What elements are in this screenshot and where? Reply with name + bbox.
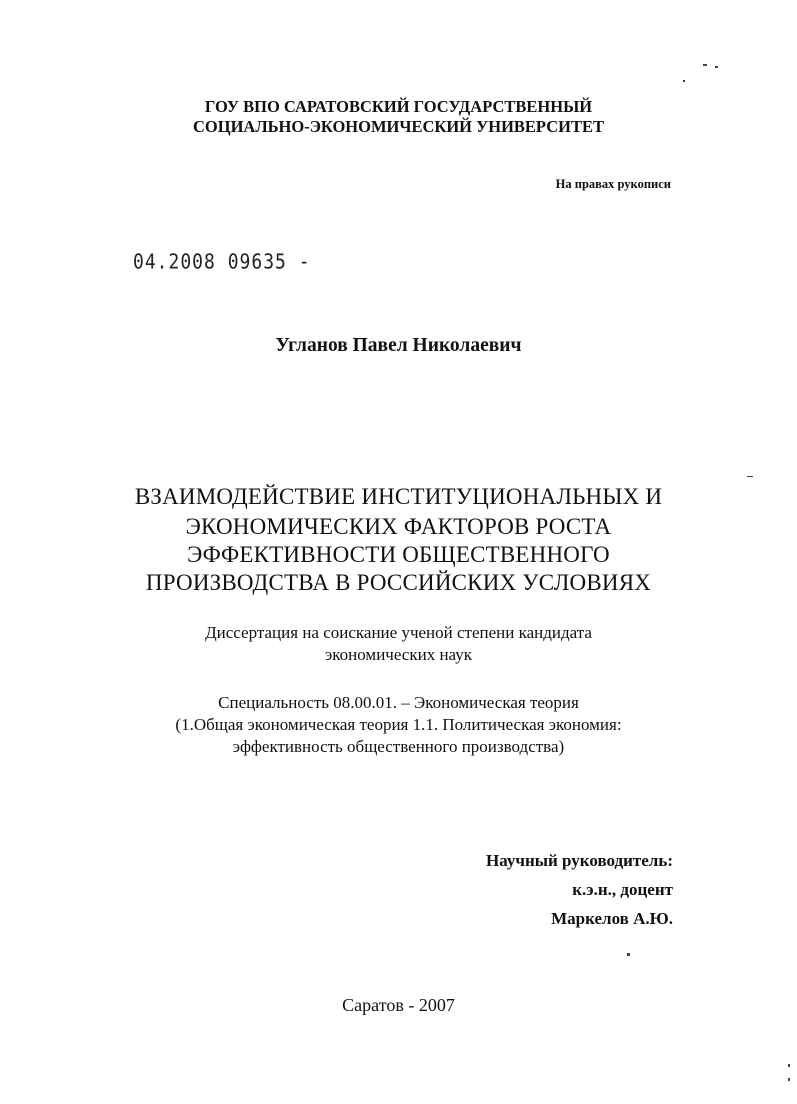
title-line-4: ПРОИЗВОДСТВА В РОССИЙСКИХ УСЛОВИЯХ: [145, 570, 652, 595]
title-line-1: ВЗАИМОДЕЙСТВИЕ ИНСТИТУЦИОНАЛЬНЫХ И: [134, 484, 663, 509]
scan-speck: [627, 953, 630, 956]
catalog-stamp: [133, 250, 311, 274]
title-line-2: ЭКОНОМИЧЕСКИХ ФАКТОРОВ РОСТА: [185, 514, 612, 539]
scan-speck: [788, 1078, 790, 1081]
city-year: Саратов - 2007: [342, 995, 455, 1015]
supervisor-label: Научный руководитель:: [486, 851, 673, 870]
scan-speck: [715, 66, 718, 68]
stamp-dash: -: [286, 250, 311, 275]
dissertation-degree-line-1: Диссертация на соискание ученой степени кандидата: [205, 623, 592, 642]
specialty-line-1: Специальность 08.00.01. – Экономическая теория: [218, 693, 579, 712]
scan-speck: [703, 64, 707, 66]
supervisor-degree: к.э.н., доцент: [572, 880, 673, 899]
scan-speck: [747, 476, 753, 477]
specialty-line-2: (1.Общая экономическая теория 1.1. Политическая экономия:: [175, 715, 622, 734]
university-name-line-1: ГОУ ВПО САРАТОВСКИЙ ГОСУДАРСТВЕННЫЙ: [204, 97, 593, 116]
catalog-stamp-number: 04.2008 09635: [133, 250, 287, 275]
dissertation-degree-line-2: экономических наук: [324, 645, 473, 664]
supervisor-name: Маркелов А.Ю.: [551, 909, 673, 928]
specialty-line-3: эффективность общественного производства): [232, 737, 565, 756]
scan-speck: [788, 1064, 790, 1067]
scan-speck: [683, 80, 685, 82]
title-line-3: ЭФФЕКТИВНОСТИ ОБЩЕСТВЕННОГО: [187, 542, 610, 567]
author-name: Угланов Павел Николаевич: [275, 335, 522, 356]
manuscript-rights-note: На правах рукописи: [555, 177, 671, 191]
university-name-line-2: СОЦИАЛЬНО-ЭКОНОМИЧЕСКИЙ УНИВЕРСИТЕТ: [193, 117, 604, 136]
